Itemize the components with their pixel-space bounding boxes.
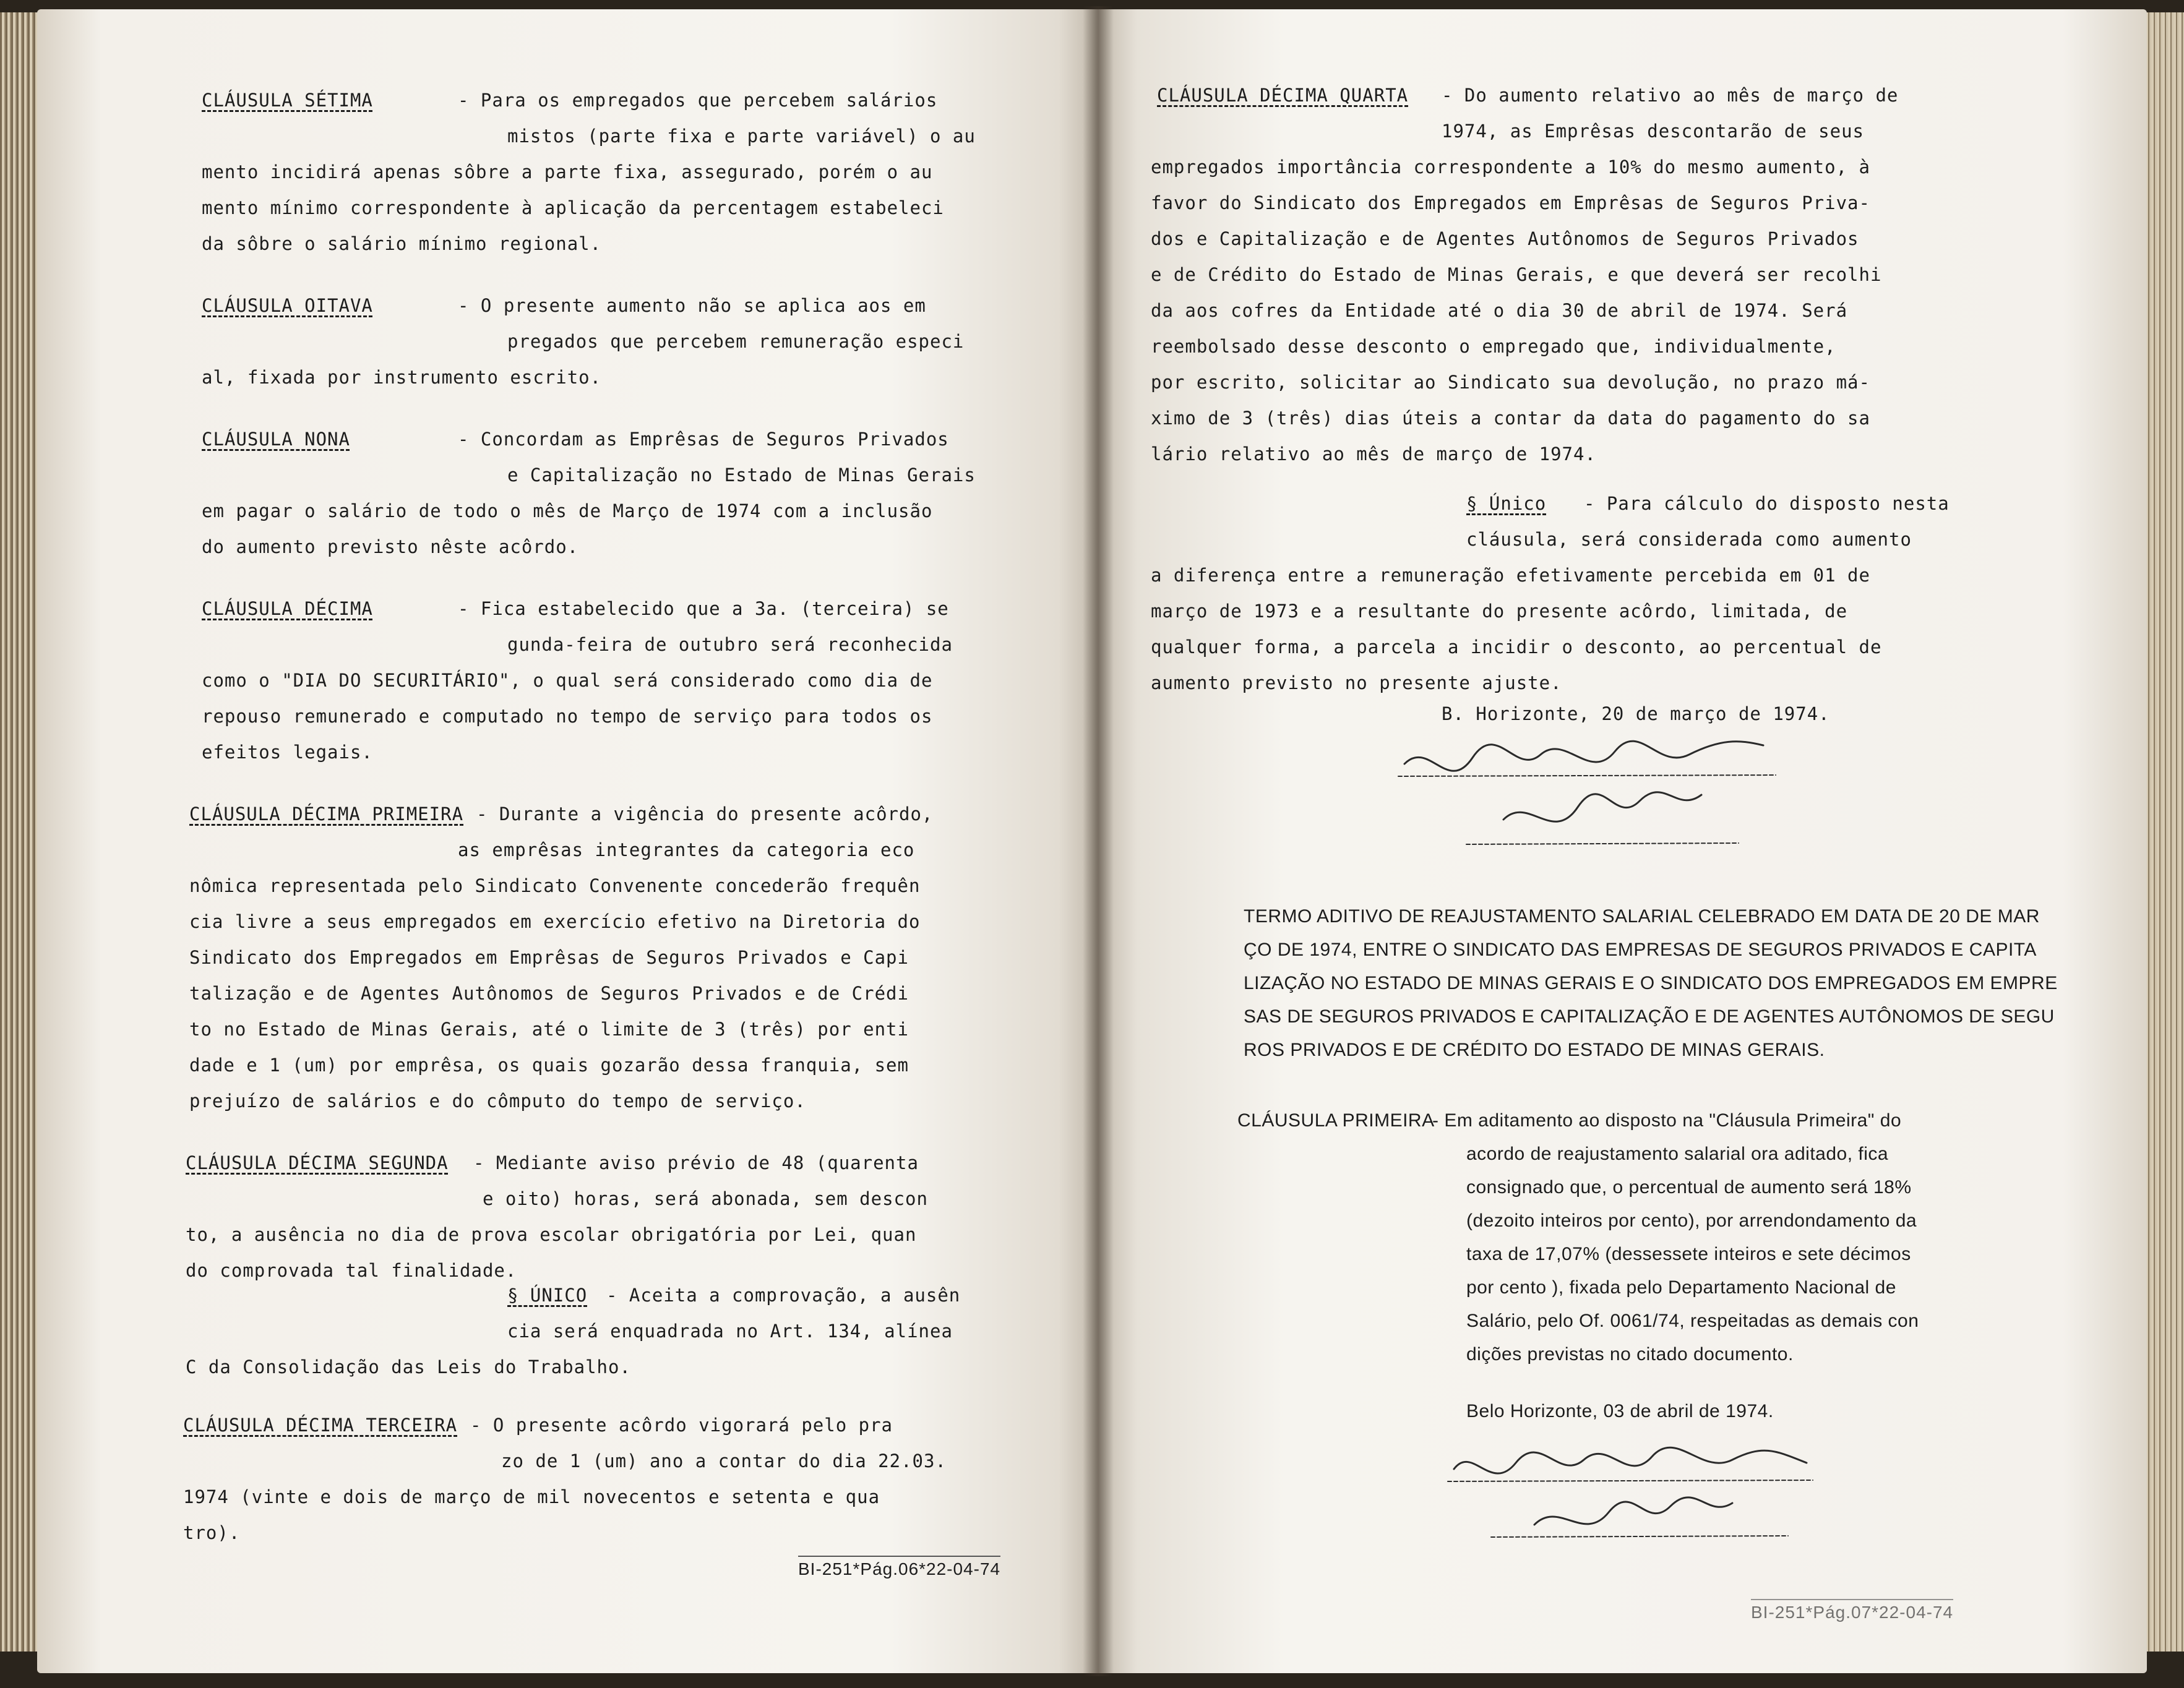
clause-line: - Para cálculo do disposto nesta	[1584, 493, 1950, 514]
addendum-clause-line: consignado que, o percentual de aumento será 18%	[1466, 1177, 1912, 1197]
clause-line: - O presente acôrdo vigorará pelo pra	[470, 1415, 893, 1436]
clause-line: - Para os empregados que percebem salários	[458, 90, 938, 111]
clause-line: favor do Sindicato dos Empregados em Emprêsas de Seguros Priva-	[1151, 192, 1870, 213]
addendum-title-line: ROS PRIVADOS E DE CRÉDITO DO ESTADO DE MINAS GERAIS.	[1244, 1040, 1825, 1060]
clause-line: repouso remunerado e computado no tempo de serviço para todos os	[202, 706, 933, 727]
clause-line: Sindicato dos Empregados em Emprêsas de Seguros Privados e Capi	[189, 947, 909, 968]
clause-line: do aumento previsto nêste acôrdo.	[202, 536, 579, 557]
addendum-title-line: ÇO DE 1974, ENTRE O SINDICATO DAS EMPRESAS DE SEGUROS PRIVADOS E CAPITA	[1244, 940, 2037, 960]
addendum-clause-line: (dezoito inteiros por cento), por arrendondamento da	[1466, 1210, 1917, 1231]
clause-heading: CLÁUSULA DÉCIMA PRIMEIRA	[189, 803, 464, 825]
clause-line: pregados que percebem remuneração especi	[507, 331, 965, 352]
clause-line: al, fixada por instrumento escrito.	[202, 367, 602, 388]
clause-heading: CLÁUSULA NONA	[202, 429, 350, 450]
addendum-clause-line: dições previstas no citado documento.	[1466, 1344, 1794, 1365]
clause-line: - O presente aumento não se aplica aos em	[458, 295, 926, 316]
clause-line: - Do aumento relativo ao mês de março de	[1442, 85, 1899, 106]
clause-line: mistos (parte fixa e parte variável) o au	[507, 126, 976, 147]
clause-line: nômica representada pelo Sindicato Convenente concederão frequên	[189, 875, 921, 896]
clause-line: e Capitalização no Estado de Minas Gerais	[507, 465, 976, 486]
clause-heading: CLÁUSULA DÉCIMA QUARTA	[1157, 85, 1409, 106]
clause-line: as emprêsas integrantes da categoria eco	[458, 839, 915, 860]
right-page	[1095, 9, 2147, 1673]
addendum-title-line: TERMO ADITIVO DE REAJUSTAMENTO SALARIAL CELEBRADO EM DATA DE 20 DE MAR	[1244, 906, 2040, 927]
addendum-clause-line: acordo de reajustamento salarial ora aditado, fica	[1466, 1144, 1889, 1164]
left-page	[37, 9, 1101, 1673]
clause-line: C da Consolidação das Leis do Trabalho.	[186, 1356, 631, 1377]
clause-line: e oito) horas, será abonada, sem descon	[483, 1188, 928, 1209]
clause-line: da sôbre o salário mínimo regional.	[202, 233, 602, 254]
clause-line: do comprovada tal finalidade.	[186, 1260, 517, 1281]
clause-heading: CLÁUSULA SÉTIMA	[202, 90, 373, 111]
clause-line: empregados importância correspondente a 10% do mesmo aumento, à	[1151, 156, 1870, 178]
clause-line: dos e Capitalização e de Agentes Autônomos de Seguros Privados	[1151, 228, 1859, 249]
date-line: Belo Horizonte, 03 de abril de 1974.	[1466, 1401, 1774, 1421]
clause-line: como o "DIA DO SECURITÁRIO", o qual será considerado como dia de	[202, 670, 933, 691]
date-line: B. Horizonte, 20 de março de 1974.	[1442, 703, 1830, 724]
book-gutter	[1083, 6, 1114, 1676]
addendum-clause-line: - Em aditamento ao disposto na "Cláusula Primeira" do	[1432, 1110, 1902, 1131]
clause-line: reembolsado desse desconto o empregado que, individualmente,	[1151, 336, 1836, 357]
clause-line: - Mediante aviso prévio de 48 (quarenta	[473, 1152, 919, 1173]
clause-line: e de Crédito do Estado de Minas Gerais, e que deverá ser recolhi	[1151, 264, 1882, 285]
clause-line: zo de 1 (um) ano a contar do dia 22.03.	[501, 1450, 947, 1472]
addendum-clause-line: Salário, pelo Of. 0061/74, respeitadas as demais con	[1466, 1311, 1919, 1331]
clause-line: dade e 1 (um) por emprêsa, os quais gozarão dessa franquia, sem	[189, 1055, 909, 1076]
clause-line: - Fica estabelecido que a 3a. (terceira) se	[458, 598, 949, 619]
signature-block-1	[1392, 727, 1788, 863]
addendum-clause-line: por cento ), fixada pelo Departamento Nacional de	[1466, 1277, 1896, 1298]
addendum-title-line: LIZAÇÃO NO ESTADO DE MINAS GERAIS E O SINDICATO DOS EMPREGADOS EM EMPRE	[1244, 973, 2058, 993]
paragraph-heading: § Único	[1466, 493, 1547, 514]
page-footer: BI-251*Pág.06*22-04-74	[798, 1556, 1000, 1579]
clause-line: cia livre a seus empregados em exercício efetivo na Diretoria do	[189, 911, 921, 932]
clause-line: - Aceita a comprovação, a ausên	[606, 1285, 961, 1306]
addendum-title-line: SAS DE SEGUROS PRIVADOS E CAPITALIZAÇÃO E DE AGENTES AUTÔNOMOS DE SEGU	[1244, 1006, 2055, 1027]
addendum-clause-heading: CLÁUSULA PRIMEIRA	[1237, 1110, 1435, 1131]
clause-line: aumento previsto no presente ajuste.	[1151, 672, 1562, 693]
clause-heading: CLÁUSULA DÉCIMA	[202, 598, 373, 619]
clause-heading: CLÁUSULA OITAVA	[202, 295, 373, 316]
clause-line: gunda-feira de outubro será reconhecida	[507, 634, 953, 655]
clause-line: 1974 (vinte e dois de março de mil novecentos e setenta e qua	[183, 1486, 880, 1507]
clause-line: 1974, as Emprêsas descontarão de seus	[1442, 121, 1865, 142]
clause-line: qualquer forma, a parcela a incidir o desconto, ao percentual de	[1151, 636, 1882, 658]
addendum-clause-line: taxa de 17,07% (dessessete inteiros e sete décimos	[1466, 1244, 1911, 1264]
clause-line: to no Estado de Minas Gerais, até o limite de 3 (três) por enti	[189, 1019, 909, 1040]
clause-line: por escrito, solicitar ao Sindicato sua devolução, no prazo má-	[1151, 372, 1870, 393]
clause-line: to, a ausência no dia de prova escolar obrigatória por Lei, quan	[186, 1224, 917, 1245]
clause-line: cláusula, será considerada como aumento	[1466, 529, 1912, 550]
clause-line: lário relativo ao mês de março de 1974.	[1151, 443, 1596, 465]
clause-heading: CLÁUSULA DÉCIMA TERCEIRA	[183, 1415, 458, 1436]
clause-line: prejuízo de salários e do cômputo do tempo de serviço.	[189, 1090, 806, 1112]
clause-line: em pagar o salário de todo o mês de Março de 1974 com a inclusão	[202, 500, 933, 521]
clause-line: - Durante a vigência do presente acôrdo,	[476, 803, 934, 825]
clause-line: - Concordam as Emprêsas de Seguros Privados	[458, 429, 949, 450]
clause-line: cia será enquadrada no Art. 134, alínea	[507, 1321, 953, 1342]
signature-block-2	[1442, 1426, 1825, 1549]
paragraph-heading: § ÚNICO	[507, 1285, 588, 1306]
clause-line: março de 1973 e a resultante do presente acôrdo, limitada, de	[1151, 601, 1848, 622]
clause-line: a diferença entre a remuneração efetivamente percebida em 01 de	[1151, 565, 1870, 586]
clause-line: da aos cofres da Entidade até o dia 30 de abril de 1974. Será	[1151, 300, 1848, 321]
clause-line: mento incidirá apenas sôbre a parte fixa, assegurado, porém o au	[202, 161, 933, 182]
clause-line: efeitos legais.	[202, 742, 373, 763]
clause-line: tro).	[183, 1522, 241, 1543]
clause-heading: CLÁUSULA DÉCIMA SEGUNDA	[186, 1152, 449, 1173]
clause-line: ximo de 3 (três) dias úteis a contar da data do pagamento do sa	[1151, 408, 1870, 429]
clause-line: talização e de Agentes Autônomos de Seguros Privados e de Crédi	[189, 983, 909, 1004]
page-footer: BI-251*Pág.07*22-04-74	[1751, 1599, 1953, 1622]
clause-line: mento mínimo correspondente à aplicação da percentagem estabeleci	[202, 197, 944, 218]
